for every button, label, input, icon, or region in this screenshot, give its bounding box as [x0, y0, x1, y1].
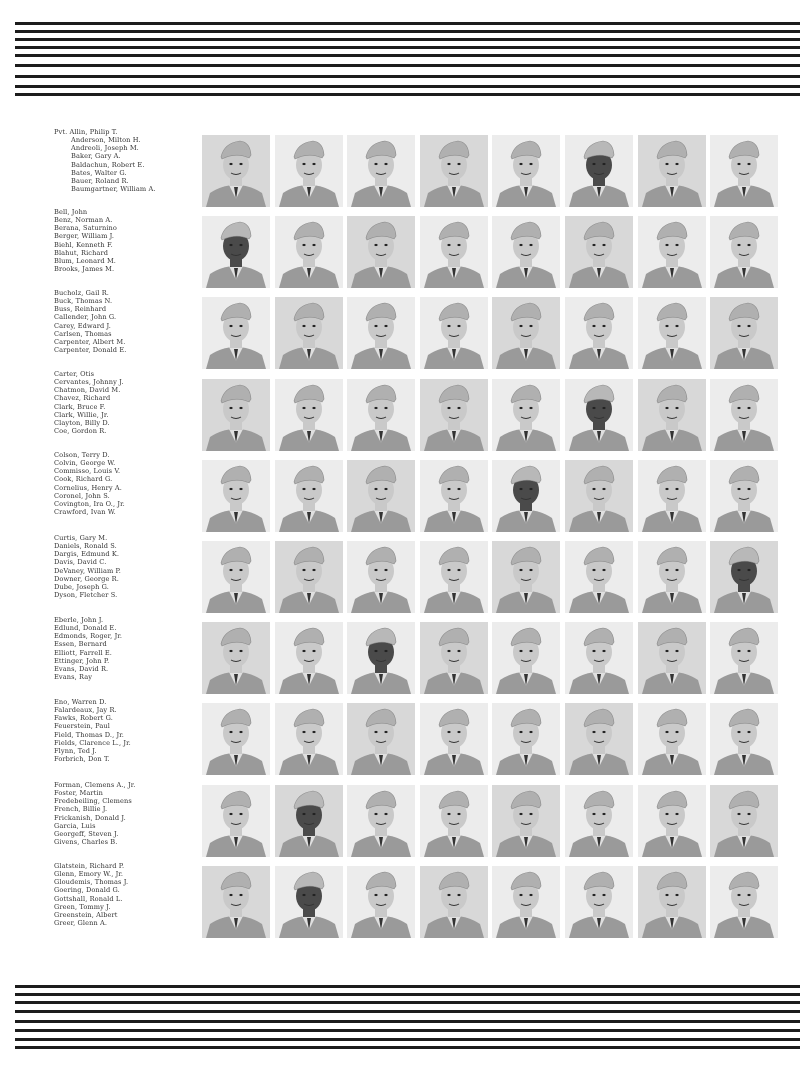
portrait-icon: [710, 460, 778, 532]
portrait-icon: [492, 541, 560, 613]
soldier-portrait: [275, 785, 343, 857]
soldier-portrait: [202, 541, 270, 613]
soldier-portrait: [202, 866, 270, 938]
portrait-icon: [565, 460, 633, 532]
soldier-portrait: [275, 379, 343, 451]
roster-name: Fredebeiling, Clemens: [54, 797, 132, 806]
portrait-icon: [565, 297, 633, 369]
portrait-icon: [492, 216, 560, 288]
soldier-portrait: [710, 622, 778, 694]
soldier-portrait: [638, 785, 706, 857]
portrait-icon: [638, 703, 706, 775]
roster-name: Feuerstein, Paul: [54, 722, 110, 731]
portrait-icon: [492, 785, 560, 857]
soldier-portrait: [492, 785, 560, 857]
roster-name: Foster, Martin: [54, 789, 103, 798]
soldier-portrait: [565, 460, 633, 532]
name-group: [54, 128, 204, 193]
name-group: [54, 208, 204, 273]
roster-name: Glenn, Emory W., Jr.: [54, 870, 124, 879]
soldier-portrait: [275, 622, 343, 694]
roster-name: Anderson, Milton H.: [71, 136, 141, 145]
portrait-icon: [202, 297, 270, 369]
roster-name: Baker, Gary A.: [71, 152, 121, 161]
roster-name: Baldachun, Robert E.: [71, 160, 145, 169]
portrait-icon: [710, 622, 778, 694]
portrait-icon: [202, 541, 270, 613]
soldier-portrait: [710, 216, 778, 288]
portrait-icon: [347, 866, 415, 938]
roster-name: Dargis, Edmund K.: [54, 550, 120, 559]
portrait-icon: [638, 297, 706, 369]
soldier-portrait: [638, 460, 706, 532]
soldier-portrait: [710, 866, 778, 938]
soldier-portrait: [565, 541, 633, 613]
soldier-portrait: [565, 703, 633, 775]
portrait-icon: [347, 622, 415, 694]
portrait-icon: [275, 379, 343, 451]
roster-name: Clayton, Billy D.: [54, 418, 110, 427]
roster-name: Coe, Gordon R.: [54, 427, 107, 436]
roster-name: Callender, John G.: [54, 313, 117, 322]
soldier-portrait: [275, 541, 343, 613]
roster-name: Greenstein, Albert: [54, 910, 118, 919]
portrait-icon: [492, 135, 560, 207]
soldier-portrait: [638, 135, 706, 207]
soldier-portrait: [565, 379, 633, 451]
portrait-icon: [492, 379, 560, 451]
soldier-portrait: [420, 135, 488, 207]
name-group: [54, 370, 204, 435]
roster-name: Dube, Joseph G.: [54, 582, 109, 591]
soldier-portrait: [420, 785, 488, 857]
soldier-portrait: [202, 703, 270, 775]
roster-name: Carpenter, Albert M.: [54, 337, 126, 346]
roster-name: Cook, Richard G.: [54, 475, 113, 484]
soldier-portrait: [202, 460, 270, 532]
portrait-icon: [420, 216, 488, 288]
roster-name: Field, Thomas D., Jr.: [54, 730, 124, 739]
soldier-portrait: [202, 135, 270, 207]
portrait-icon: [710, 785, 778, 857]
roster-name: DeVaney, William P.: [54, 566, 121, 575]
soldier-portrait: [275, 460, 343, 532]
portrait-icon: [710, 135, 778, 207]
roster-name: Flynn, Ted J.: [54, 746, 97, 755]
soldier-portrait: [638, 622, 706, 694]
bottom-decorative-rules: [15, 985, 800, 1055]
soldier-portrait: [202, 622, 270, 694]
soldier-portrait: [202, 785, 270, 857]
roster-name: Eberle, John J.: [54, 616, 104, 624]
portrait-icon: [565, 866, 633, 938]
roster-name: Fawks, Robert G.: [54, 714, 113, 723]
top-decorative-rules: [15, 20, 800, 98]
soldier-portrait: [347, 297, 415, 369]
soldier-portrait: [347, 216, 415, 288]
portrait-icon: [420, 379, 488, 451]
roster-name: Brooks, James M.: [54, 265, 115, 274]
portrait-icon: [420, 622, 488, 694]
portrait-icon: [202, 785, 270, 857]
roster-name: Essen, Bernard: [54, 640, 107, 649]
soldier-portrait: [638, 866, 706, 938]
portrait-icon: [492, 460, 560, 532]
portrait-icon: [275, 135, 343, 207]
roster-name: Andreoli, Joseph M.: [71, 144, 139, 153]
roster-name: Chatmon, David M.: [54, 386, 121, 395]
soldier-portrait: [565, 135, 633, 207]
portrait-icon: [275, 785, 343, 857]
soldier-portrait: [638, 297, 706, 369]
portrait-icon: [638, 622, 706, 694]
portrait-icon: [710, 297, 778, 369]
portrait-icon: [275, 541, 343, 613]
roster-name: Curtis, Gary M.: [54, 534, 108, 542]
portrait-icon: [565, 216, 633, 288]
portrait-icon: [492, 703, 560, 775]
roster-name: Downer, George R.: [54, 574, 119, 583]
roster-name: Bates, Walter G.: [71, 168, 127, 177]
soldier-portrait: [202, 297, 270, 369]
roster-name: Eno, Warren D.: [54, 698, 107, 706]
portrait-icon: [565, 703, 633, 775]
roster-name: Daniels, Ronald S.: [54, 542, 117, 551]
portrait-icon: [420, 703, 488, 775]
portrait-icon: [347, 135, 415, 207]
portrait-icon: [347, 379, 415, 451]
portrait-icon: [638, 785, 706, 857]
roster-name: Greer, Glenn A.: [54, 919, 108, 928]
roster-name: Green, Tommy J.: [54, 902, 111, 911]
soldier-portrait: [347, 622, 415, 694]
roster-name: Goering, Donald G.: [54, 886, 120, 895]
roster-name: Frickanish, Donald J.: [54, 813, 126, 822]
soldier-portrait: [710, 135, 778, 207]
roster-name: Cervantes, Johnny J.: [54, 378, 124, 387]
roster-name: Colvin, George W.: [54, 459, 116, 468]
roster-name: Elliott, Farrell E.: [54, 648, 112, 657]
roster-name: Berger, William J.: [54, 232, 115, 241]
name-group: [54, 289, 204, 354]
roster-name: Fields, Clarence L., Jr.: [54, 738, 131, 747]
roster-name: Chavez, Richard: [54, 394, 111, 403]
roster-name: Berana, Saturnino: [54, 224, 117, 233]
soldier-portrait: [638, 703, 706, 775]
portrait-icon: [347, 460, 415, 532]
portrait-icon: [565, 622, 633, 694]
roster-name: Cornelius, Henry A.: [54, 483, 122, 492]
portrait-icon: [710, 379, 778, 451]
roster-name: Georgeff, Steven J.: [54, 829, 119, 838]
portrait-icon: [347, 785, 415, 857]
portrait-icon: [202, 703, 270, 775]
soldier-portrait: [420, 541, 488, 613]
roster-name: French, Billie J.: [54, 805, 108, 814]
soldier-portrait: [347, 866, 415, 938]
portrait-icon: [638, 460, 706, 532]
portrait-icon: [202, 216, 270, 288]
portrait-icon: [347, 216, 415, 288]
portrait-icon: [347, 541, 415, 613]
soldier-portrait: [420, 622, 488, 694]
portrait-icon: [420, 866, 488, 938]
portrait-icon: [565, 541, 633, 613]
portrait-icon: [420, 785, 488, 857]
soldier-portrait: [638, 541, 706, 613]
roster-name: Buck, Thomas N.: [54, 297, 113, 306]
soldier-portrait: [710, 297, 778, 369]
portrait-icon: [275, 297, 343, 369]
soldier-portrait: [492, 622, 560, 694]
soldier-portrait: [638, 379, 706, 451]
portrait-icon: [710, 541, 778, 613]
portrait-icon: [202, 379, 270, 451]
soldier-portrait: [275, 703, 343, 775]
portrait-icon: [347, 297, 415, 369]
name-group: [54, 534, 204, 599]
roster-name: Evans, David R.: [54, 664, 109, 673]
soldier-portrait: [710, 460, 778, 532]
soldier-portrait: [492, 866, 560, 938]
soldier-portrait: [202, 216, 270, 288]
roster-name: Covington, Ira O., Jr.: [54, 499, 125, 508]
roster-name: Gottshall, Ronald L.: [54, 894, 123, 903]
roster-name: Edlund, Donald E.: [54, 624, 117, 633]
roster-name: Forbrich, Don T.: [54, 755, 110, 764]
name-group: [54, 616, 204, 681]
portrait-icon: [275, 216, 343, 288]
soldier-portrait: [710, 379, 778, 451]
portrait-icon: [638, 541, 706, 613]
soldier-portrait: [492, 297, 560, 369]
roster-name: Blahut, Richard: [54, 248, 109, 257]
roster-name: Bucholz, Gail R.: [54, 289, 109, 297]
portrait-icon: [420, 297, 488, 369]
roster-name: Glatstein, Richard P.: [54, 862, 125, 870]
portrait-icon: [710, 216, 778, 288]
soldier-portrait: [347, 703, 415, 775]
portrait-icon: [202, 622, 270, 694]
soldier-portrait: [347, 785, 415, 857]
soldier-portrait: [492, 135, 560, 207]
name-group: [54, 451, 204, 516]
portrait-icon: [638, 135, 706, 207]
roster-name: Crawford, Ivan W.: [54, 508, 116, 517]
roster-name: Baumgartner, William A.: [71, 185, 156, 194]
portrait-icon: [710, 703, 778, 775]
roster-name: Davis, David C.: [54, 558, 107, 567]
soldier-portrait: [347, 135, 415, 207]
roster-name: Falardeaux, Jay R.: [54, 706, 117, 715]
soldier-portrait: [420, 216, 488, 288]
portrait-icon: [275, 460, 343, 532]
soldier-portrait: [710, 703, 778, 775]
soldier-portrait: [492, 379, 560, 451]
portrait-icon: [710, 866, 778, 938]
portrait-icon: [275, 622, 343, 694]
name-group: [54, 862, 204, 927]
roster-name: Bell, John: [54, 208, 88, 216]
soldier-portrait: [275, 216, 343, 288]
roster-name: Clark, Willie, Jr.: [54, 410, 109, 419]
soldier-portrait: [565, 622, 633, 694]
portrait-icon: [638, 379, 706, 451]
roster-name: Clark, Bruce F.: [54, 402, 106, 411]
portrait-icon: [347, 703, 415, 775]
soldier-portrait: [275, 297, 343, 369]
roster-name: Blum, Leonard M.: [54, 256, 116, 265]
soldier-portrait: [492, 541, 560, 613]
roster-name: Commisso, Louis V.: [54, 467, 121, 476]
portrait-icon: [638, 866, 706, 938]
soldier-portrait: [420, 866, 488, 938]
soldier-portrait: [420, 703, 488, 775]
portrait-icon: [202, 866, 270, 938]
portrait-icon: [565, 785, 633, 857]
soldier-portrait: [420, 297, 488, 369]
soldier-portrait: [565, 785, 633, 857]
roster-name: Bauer, Roland R.: [71, 176, 129, 185]
portrait-icon: [638, 216, 706, 288]
roster-name: Ettinger, John P.: [54, 656, 110, 665]
roster-name: Carter, Otis: [54, 370, 95, 378]
roster-name: Carpenter, Donald E.: [54, 346, 127, 355]
portrait-icon: [420, 541, 488, 613]
portrait-icon: [202, 135, 270, 207]
soldier-portrait: [710, 541, 778, 613]
soldier-portrait: [638, 216, 706, 288]
roster-name: Biehl, Kenneth F.: [54, 240, 113, 249]
roster-name: Benz, Norman A.: [54, 216, 113, 225]
soldier-portrait: [275, 135, 343, 207]
portrait-icon: [202, 460, 270, 532]
roster-name: Buss, Reinhard: [54, 305, 107, 314]
name-group: [54, 698, 204, 763]
roster-name: Colson, Terry D.: [54, 451, 110, 459]
soldier-portrait: [565, 297, 633, 369]
portrait-icon: [420, 135, 488, 207]
portrait-icon: [492, 866, 560, 938]
soldier-portrait: [275, 866, 343, 938]
portrait-icon: [420, 460, 488, 532]
name-group: [54, 781, 204, 846]
soldier-portrait: [565, 866, 633, 938]
roster-name: Coronel, John S.: [54, 491, 110, 500]
soldier-portrait: [420, 379, 488, 451]
soldier-portrait: [492, 703, 560, 775]
soldier-portrait: [565, 216, 633, 288]
roster-name: Evans, Ray: [54, 673, 93, 682]
roster-name: Carey, Edward J.: [54, 321, 111, 330]
soldier-portrait: [347, 379, 415, 451]
portrait-icon: [275, 866, 343, 938]
roster-name: Givens, Charles B.: [54, 838, 118, 847]
roster-name: Pvt. Allin, Philip T.: [54, 128, 118, 136]
roster-name: Dyson, Fletcher S.: [54, 591, 118, 600]
roster-name: Carlsen, Thomas: [54, 329, 112, 338]
soldier-portrait: [420, 460, 488, 532]
soldier-portrait: [347, 541, 415, 613]
portrait-icon: [492, 297, 560, 369]
portrait-icon: [275, 703, 343, 775]
portrait-icon: [492, 622, 560, 694]
portrait-icon: [565, 135, 633, 207]
soldier-portrait: [492, 216, 560, 288]
soldier-portrait: [347, 460, 415, 532]
roster-name: Gloudemis, Thomas J.: [54, 878, 129, 887]
roster-name: Forman, Clemens A., Jr.: [54, 781, 136, 789]
roster-name: Edmonds, Roger, Jr.: [54, 632, 123, 641]
soldier-portrait: [202, 379, 270, 451]
portrait-icon: [565, 379, 633, 451]
soldier-portrait: [492, 460, 560, 532]
roster-name: Garcia, Luis: [54, 821, 96, 830]
soldier-portrait: [710, 785, 778, 857]
